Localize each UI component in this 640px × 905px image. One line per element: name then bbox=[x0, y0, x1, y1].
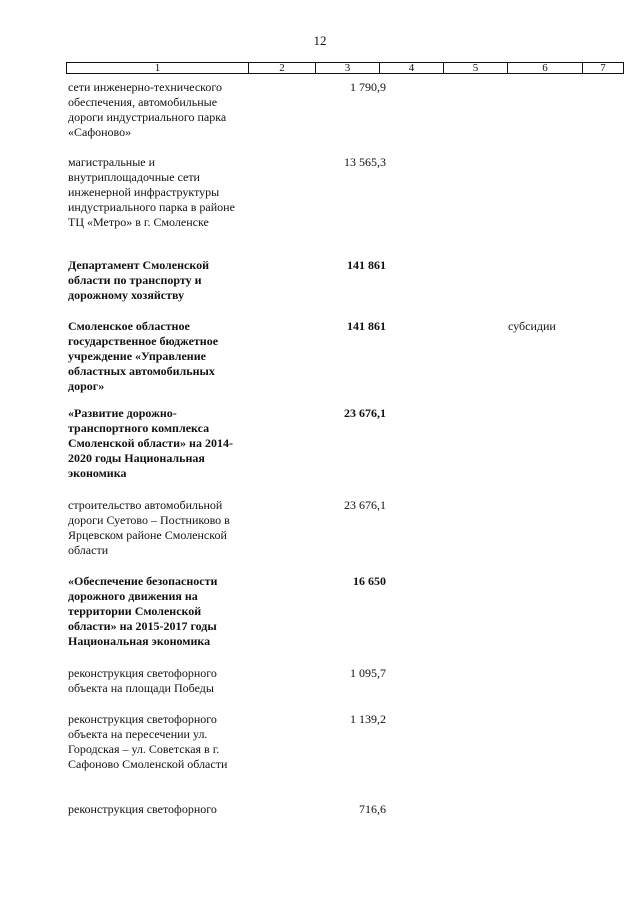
row-value: 23 676,1 bbox=[344, 406, 386, 420]
row-name: «Развитие дорожно-транспортного комплекса Смоленской области» на 2014-2020 годы Национальная экономика bbox=[68, 406, 233, 480]
row-value: 1 790,9 bbox=[350, 80, 386, 94]
row-name: строительство автомобильной дороги Суетово – Постниково в Ярцевском районе Смоленской области bbox=[68, 498, 230, 557]
row-value: 716,6 bbox=[359, 802, 386, 816]
header-col-1: 1 bbox=[67, 63, 249, 74]
row-name: реконструкция светофорного объекта на пересечении ул. Городская – ул. Советская в г. Сафоново Смоленской области bbox=[68, 712, 228, 771]
row-name: Смоленское областное государственное бюджетное учреждение «Управление областных автомобильных дорог» bbox=[68, 319, 219, 393]
header-col-3: 3 bbox=[316, 63, 380, 74]
row-name: реконструкция светофорного объекта на площади Победы bbox=[68, 666, 217, 695]
row-value: 13 565,3 bbox=[344, 155, 386, 169]
row-note: субсидии bbox=[508, 319, 556, 333]
header-col-6: 6 bbox=[508, 63, 583, 74]
row-name: реконструкция светофорного bbox=[68, 802, 217, 816]
row-value: 16 650 bbox=[353, 574, 386, 588]
row-name: сети инженерно-технического обеспечения, автомобильные дороги индустриального парка «Сафоново» bbox=[68, 80, 227, 139]
row-value: 1 095,7 bbox=[350, 666, 386, 680]
header-col-2: 2 bbox=[249, 63, 316, 74]
row-value: 1 139,2 bbox=[350, 712, 386, 726]
header-col-5: 5 bbox=[444, 63, 508, 74]
row-name: магистральные и внутриплощадочные сети инженерной инфраструктуры индустриального парка в районе ТЦ «Метро» в г. Смоленске bbox=[68, 155, 235, 229]
row-name: «Обеспечение безопасности дорожного движения на территории Смоленской области» на 2015-2017 годы Национальная экономика bbox=[68, 574, 218, 648]
row-name: Департамент Смоленской области по транспорту и дорожному хозяйству bbox=[68, 258, 209, 302]
header-col-4: 4 bbox=[380, 63, 444, 74]
row-value: 141 861 bbox=[347, 258, 386, 272]
column-header-table bbox=[66, 62, 624, 74]
page-number: 12 bbox=[313, 33, 327, 48]
header-col-7: 7 bbox=[583, 63, 624, 74]
row-value: 141 861 bbox=[347, 319, 386, 333]
row-value: 23 676,1 bbox=[344, 498, 386, 512]
